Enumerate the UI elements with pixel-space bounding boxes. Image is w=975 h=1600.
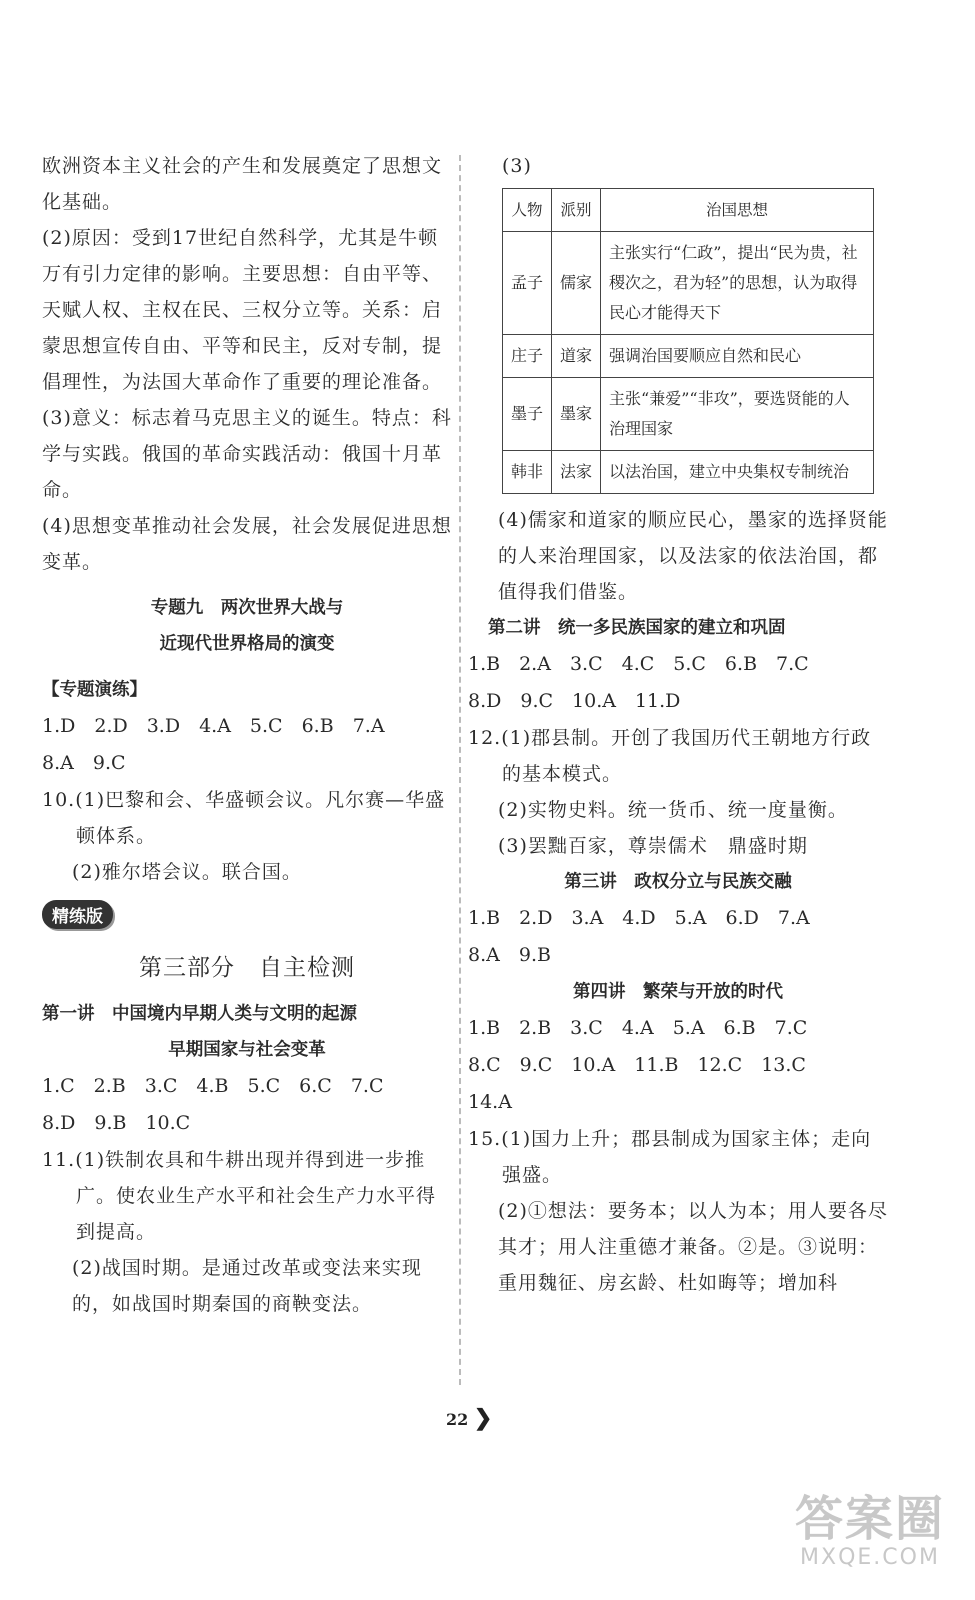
thinkers-table [502, 188, 874, 494]
table-cell: 道家 [552, 335, 601, 378]
chevron-right-icon: ❯ [473, 1405, 493, 1431]
table-header: 治国思想 [601, 189, 874, 232]
table-row [503, 335, 874, 378]
answer-row: 8.D 9.C 10.A 11.D [468, 690, 681, 712]
answer-paragraph: 10.(1)巴黎和会、华盛顿会议。凡尔赛—华盛顿体系。 [42, 789, 446, 847]
lecture-heading: 第一讲 中国境内早期人类与文明的起源 [42, 1004, 357, 1024]
table-cell: 庄子 [503, 335, 552, 378]
answer-paragraph: (2)雅尔塔会议。联合国。 [72, 861, 302, 883]
answer-row: 1.C 2.B 3.C 4.B 5.C 6.C 7.C [42, 1075, 384, 1097]
table-cell: 墨家 [552, 378, 601, 451]
table-cell: 强调治国要顺应自然和民心 [601, 335, 874, 378]
table-row [503, 451, 874, 494]
answer-paragraph: 11.(1)铁制农具和牛耕出现并得到进一步推广。使农业生产水平和社会生产力水平得到提高。 [42, 1149, 437, 1243]
watermark-url: MXQE.COM [800, 1544, 940, 1570]
right-column [468, 148, 888, 1301]
answer-row: 8.C 9.C 10.A 11.B 12.C 13.C [468, 1054, 806, 1076]
lecture-heading: 第二讲 统一多民族国家的建立和巩固 [488, 618, 786, 638]
lecture-heading: 第四讲 繁荣与开放的时代 [573, 982, 783, 1002]
answer-row: 8.D 9.B 10.C [42, 1112, 191, 1134]
table-row [503, 378, 874, 451]
sub-label: (3) [502, 155, 532, 177]
answer-paragraph: 12.(1)郡县制。开创了我国历代王朝地方行政的基本模式。 [468, 727, 872, 785]
answer-paragraph: (2)实物史料。统一货币、统一度量衡。 [498, 799, 848, 821]
table-header: 派别 [552, 189, 601, 232]
paragraph: (2)原因：受到17世纪自然科学，尤其是牛顿万有引力定律的影响。主要思想：自由平等、天赋人权、主权在民、三权分立等。关系：启蒙思想宣传自由、平等和民主，反对专制，提倡理性，为法国大革命作了重要的理论准备。 [42, 227, 443, 393]
column-divider [459, 155, 461, 1385]
left-column [42, 148, 452, 1322]
answer-row: 1.D 2.D 3.D 4.A 5.C 6.B 7.A [42, 715, 385, 737]
answer-row: 14.A [468, 1091, 512, 1113]
table-cell: 主张“兼爱”“非攻”，要选贤能的人治理国家 [601, 378, 874, 451]
part-title: 第三部分 自主检测 [139, 955, 355, 981]
lecture-heading: 第三讲 政权分立与民族交融 [564, 872, 792, 892]
table-header: 人物 [503, 189, 552, 232]
table-row [503, 232, 874, 335]
paragraph: (3)意义：标志着马克思主义的诞生。特点：科学与实践。俄国的革命实践活动：俄国十月革命。 [42, 407, 452, 501]
table-cell: 以法治国，建立中央集权专制统治 [601, 451, 874, 494]
lecture-heading: 早期国家与社会变革 [168, 1040, 326, 1060]
answer-row: 8.A 9.B [468, 944, 551, 966]
answer-paragraph: (3)罢黜百家，尊崇儒术 鼎盛时期 [498, 835, 808, 857]
page-number [446, 1405, 492, 1431]
table-cell: 墨子 [503, 378, 552, 451]
answer-paragraph: 15.(1)国力上升；郡县制成为国家主体；走向强盛。 [468, 1128, 872, 1186]
table-header-row [503, 189, 874, 232]
paragraph: 欧洲资本主义社会的产生和发展奠定了思想文化基础。 [42, 155, 443, 213]
answer-paragraph: (4)儒家和道家的顺应民心，墨家的选择贤能的人来治理国家，以及法家的依法治国，都值得我们借鉴。 [498, 509, 888, 603]
answer-row: 8.A 9.C [42, 752, 126, 774]
section-label: 【专题演练】 [42, 680, 147, 700]
page-number-text: 22 [446, 1410, 469, 1429]
topic-heading: 近现代世界格局的演变 [159, 634, 335, 654]
answer-paragraph: (2)战国时期。是通过改革或变法来实现的，如战国时期秦国的商鞅变法。 [72, 1257, 422, 1315]
answer-row: 1.B 2.A 3.C 4.C 5.C 6.B 7.C [468, 653, 809, 675]
table-cell: 孟子 [503, 232, 552, 335]
table-cell: 主张实行“仁政”，提出“民为贵，社稷次之，君为轻”的思想，认为取得民心才能得天下 [601, 232, 874, 335]
table-cell: 儒家 [552, 232, 601, 335]
topic-heading: 专题九 两次世界大战与 [150, 598, 344, 618]
edition-badge: 精练版 [42, 900, 113, 929]
answer-row: 1.B 2.B 3.C 4.A 5.A 6.B 7.C [468, 1017, 808, 1039]
answer-row: 1.B 2.D 3.A 4.D 5.A 6.D 7.A [468, 907, 810, 929]
table-cell: 法家 [552, 451, 601, 494]
watermark-logo: 答案圈 [794, 1491, 945, 1548]
watermark [795, 1493, 945, 1570]
table-cell: 韩非 [503, 451, 552, 494]
answer-paragraph: (2)①想法：要务本；以人为本；用人要各尽其才；用人注重德才兼备。②是。③说明：重用魏征、房玄龄、杜如晦等；增加科 [498, 1200, 888, 1294]
paragraph: (4)思想变革推动社会发展，社会发展促进思想变革。 [42, 515, 452, 573]
